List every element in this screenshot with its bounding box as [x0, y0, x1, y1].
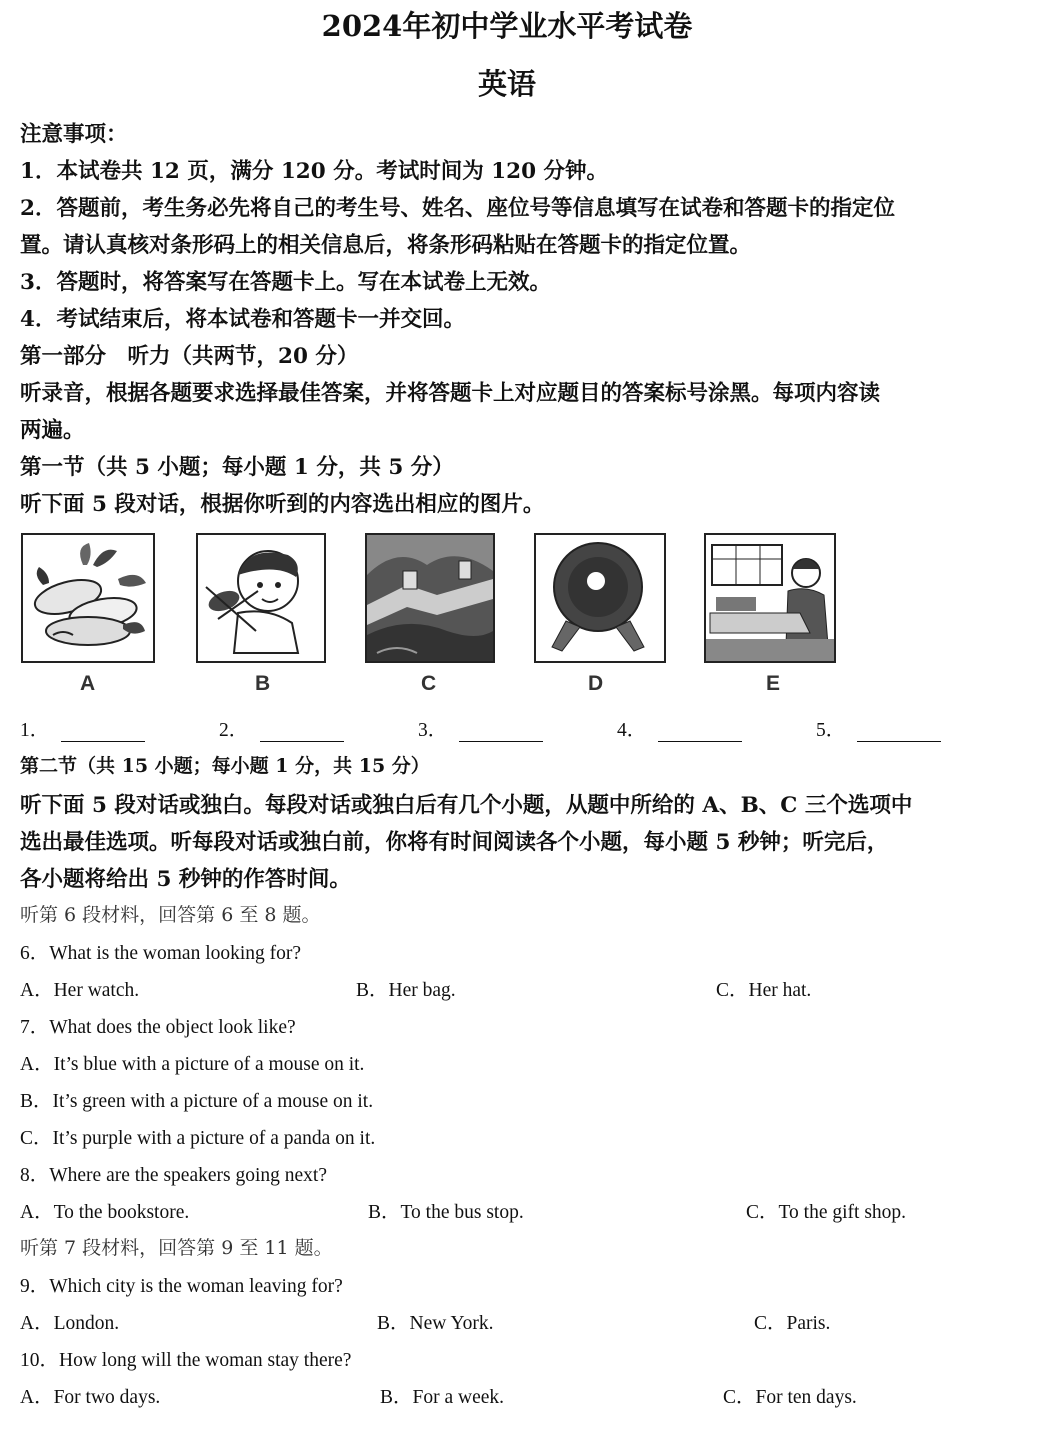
answer-line	[658, 721, 742, 742]
question-7-stem: 7．What does the object look like?	[20, 1017, 296, 1038]
question-6-option-a[interactable]: A．Her watch.	[20, 980, 140, 1001]
notice-heading: 注意事项：	[20, 122, 128, 147]
question-7-option-a[interactable]: A．It’s blue with a picture of a mouse on it.	[20, 1054, 365, 1075]
notice-item-2-cont: 置。请认真核对条形码上的相关信息后，将条形码粘贴在答题卡的指定位置。	[20, 233, 752, 258]
question-6-option-b[interactable]: B．Her bag.	[356, 980, 456, 1001]
question-8-option-c[interactable]: C．To the gift shop.	[746, 1202, 907, 1223]
exam-title: 2024年初中学业水平考试卷	[321, 9, 693, 43]
section2-instruction-2: 选出最佳选项。听每段对话或独白前，你将有时间阅读各个小题，每小题 5 秒钟；听完后，	[20, 830, 889, 855]
question-9-option-c[interactable]: C．Paris.	[754, 1313, 831, 1334]
picture-label-d: D	[588, 672, 604, 695]
question-8-option-a[interactable]: A．To the bookstore.	[20, 1202, 190, 1223]
section2-title: 第二节（共 15 小题；每小题 1 分，共 15 分）	[20, 755, 430, 777]
violin-boy-icon	[198, 535, 324, 661]
answer-blank-2[interactable]	[219, 714, 344, 742]
section1-title: 第一节（共 5 小题；每小题 1 分，共 5 分）	[20, 455, 454, 480]
question-6-stem: 6．What is the woman looking for?	[20, 943, 302, 964]
picture-label-b: B	[255, 672, 271, 695]
answer-blank-number: 5．	[816, 720, 846, 741]
section2-instruction-3: 各小题将给出 5 秒钟的作答时间。	[20, 867, 351, 892]
part1-title: 第一部分 听力（共两节，20 分）	[20, 344, 359, 369]
picture-a	[21, 533, 155, 663]
answer-blank-number: 4．	[617, 720, 647, 741]
picture-label-c: C	[421, 672, 437, 695]
section2-instruction-1: 听下面 5 段对话或独白。每段对话或独白后有几个小题，从题中所给的 A、B、C 三个选项中	[20, 793, 913, 818]
question-8-option-b[interactable]: B．To the bus stop.	[368, 1202, 524, 1223]
exam-subject: 英语	[477, 67, 536, 101]
notice-item-3: 3．答题时，将答案写在答题卡上。写在本试卷上无效。	[20, 270, 551, 295]
question-9-stem: 9．Which city is the woman leaving for?	[20, 1276, 343, 1297]
question-7-option-c[interactable]: C．It’s purple with a picture of a panda on it.	[20, 1128, 376, 1149]
question-10-option-b[interactable]: B．For a week.	[380, 1387, 505, 1408]
picture-label-a: A	[80, 672, 96, 695]
picture-label-e: E	[766, 672, 781, 695]
answer-blank-number: 1．	[20, 720, 50, 741]
great-wall-icon	[367, 535, 493, 661]
question-9-option-a[interactable]: A．London.	[20, 1313, 120, 1334]
answer-blank-1[interactable]	[20, 714, 145, 742]
question-9-option-b[interactable]: B．New York.	[377, 1313, 494, 1334]
picture-e	[704, 533, 836, 663]
material7-heading: 听第 7 段材料，回答第 9 至 11 题。	[20, 1237, 333, 1259]
answer-line	[459, 721, 543, 742]
answer-blank-4[interactable]	[617, 714, 742, 742]
boy-cooking-icon	[706, 535, 834, 661]
material6-heading: 听第 6 段材料，回答第 6 至 8 题。	[20, 904, 321, 926]
part1-instruction-2: 两遍。	[20, 418, 85, 443]
notice-item-4: 4．考试结束后，将本试卷和答题卡一并交回。	[20, 307, 465, 332]
answer-blank-number: 2．	[219, 720, 249, 741]
question-10-stem: 10．How long will the woman stay there?	[20, 1350, 352, 1371]
picture-c	[365, 533, 495, 663]
question-6-option-c[interactable]: C．Her hat.	[716, 980, 812, 1001]
picture-b	[196, 533, 326, 663]
part1-instruction-1: 听录音，根据各题要求选择最佳答案，并将答题卡上对应题目的答案标号涂黑。每项内容读	[20, 381, 881, 406]
section1-instruction: 听下面 5 段对话，根据你听到的内容选出相应的图片。	[20, 492, 545, 517]
answer-line	[857, 721, 941, 742]
question-10-option-c[interactable]: C．For ten days.	[723, 1387, 857, 1408]
question-10-option-a[interactable]: A．For two days.	[20, 1387, 161, 1408]
ping-pong-paddles-icon	[536, 535, 664, 661]
answer-blank-number: 3．	[418, 720, 448, 741]
answer-line	[61, 721, 145, 742]
notice-item-1: 1．本试卷共 12 页，满分 120 分。考试时间为 120 分钟。	[20, 159, 609, 184]
answer-blank-5[interactable]	[816, 714, 941, 742]
picture-d	[534, 533, 666, 663]
question-7-option-b[interactable]: B．It’s green with a picture of a mouse on it.	[20, 1091, 374, 1112]
answer-line	[260, 721, 344, 742]
notice-item-2: 2．答题前，考生务必先将自己的考生号、姓名、座位号等信息填写在试卷和答题卡的指定位	[20, 196, 895, 221]
answer-blank-3[interactable]	[418, 714, 543, 742]
vegetables-icon	[23, 535, 153, 661]
question-8-stem: 8．Where are the speakers going next?	[20, 1165, 327, 1186]
